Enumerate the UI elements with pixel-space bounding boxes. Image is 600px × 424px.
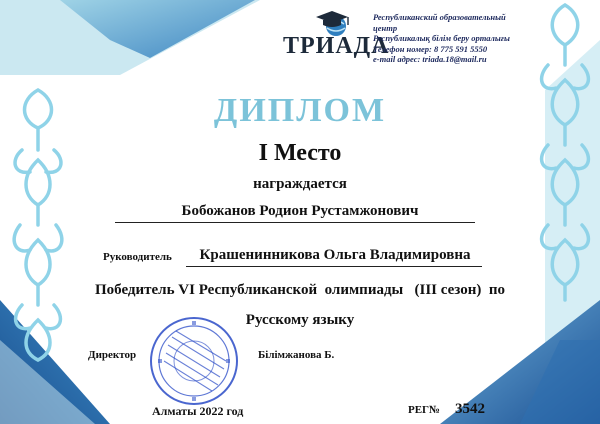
- director-name: Білімжанова Б.: [258, 349, 335, 361]
- stamp-seal: [148, 315, 240, 407]
- place-heading: I Место: [258, 140, 342, 166]
- info-line: Республикалық білім беру орталығы: [373, 33, 510, 43]
- recipient-underline: [115, 222, 475, 223]
- reg-number: 3542: [455, 401, 485, 417]
- diploma-title: ДИПЛОМ: [213, 92, 387, 129]
- awarded-text: награждается: [253, 176, 347, 192]
- info-line: e-mail адрес: triada.18@mail.ru: [373, 54, 487, 64]
- info-line: центр: [373, 22, 398, 33]
- supervisor-name: Крашенинникова Ольга Владимировна: [199, 247, 471, 263]
- achievement-text: Победитель VI Республиканской олимпиады (III сезон) по: [95, 282, 505, 298]
- subject-text: Русскому языку: [245, 312, 355, 328]
- recipient-name: Бобожанов Родион Рустамжонович: [181, 203, 419, 219]
- city-year: Алматы 2022 год: [152, 404, 244, 418]
- supervisor-underline: [186, 266, 482, 267]
- info-line: Телефон номер: 8 775 591 5550: [373, 43, 488, 54]
- logo-text: ТРИАДА: [283, 33, 390, 59]
- reg-label: РЕГ№: [408, 404, 441, 416]
- organization-info: [373, 12, 543, 65]
- director-label: Директор: [88, 349, 137, 361]
- supervisor-label: Руководитель: [103, 251, 172, 263]
- info-line: Республиканский образовательный: [373, 12, 506, 22]
